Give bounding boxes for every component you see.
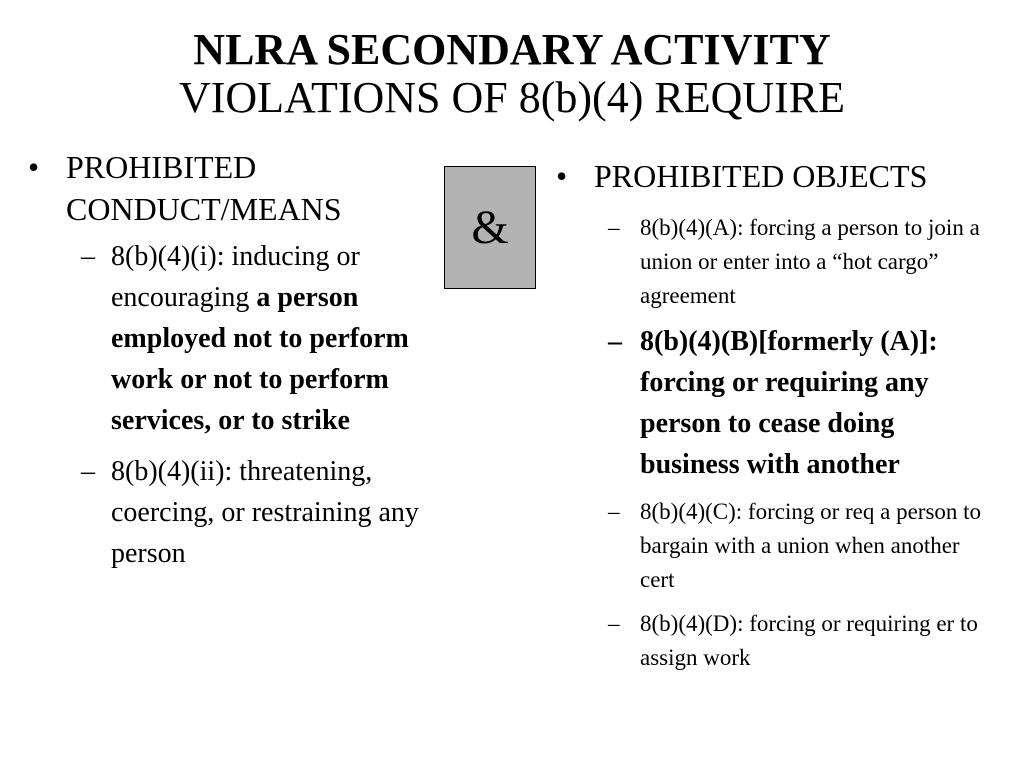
sub-item-c: – 8(b)(4)(C): forcing or req a person to bargain with a union when another cert <box>556 495 996 597</box>
ampersand-box: & <box>444 166 536 289</box>
sub-item-a: – 8(b)(4)(A): forcing a person to join a union or enter into a “hot cargo” agreement <box>556 211 996 313</box>
sub-item-inducing <box>28 236 438 441</box>
conduct-sublist <box>28 236 438 574</box>
title-subtitle: VIOLATIONS OF 8(b)(4) REQUIRE <box>178 73 846 122</box>
sub-item-text: 8(b)(4)(i): inducing or encouraging <box>111 241 360 313</box>
sub-item-b: – 8(b)(4)(B)[formerly (A)]: forcing or requiring any person to cease doing business with another <box>556 321 996 485</box>
sub-item-d: – 8(b)(4)(D): forcing or requiring er to assign work <box>556 607 996 675</box>
sub-item-bold-text: a person employed not to perform work or not to perform services, or to strike <box>111 282 409 436</box>
left-column <box>28 146 438 574</box>
title-main: NLRA SECONDARY ACTIVITY <box>193 25 831 74</box>
sub-item-threatening: – 8(b)(4)(ii): threatening, coercing, or restraining any person <box>28 451 438 574</box>
bullet-prohibited-conduct: • PROHIBITED CONDUCT/MEANS <box>28 146 438 230</box>
objects-sublist <box>556 211 996 675</box>
right-column <box>556 155 996 675</box>
bullet-prohibited-objects: • PROHIBITED OBJECTS <box>556 155 996 197</box>
slide-title <box>0 26 1024 122</box>
